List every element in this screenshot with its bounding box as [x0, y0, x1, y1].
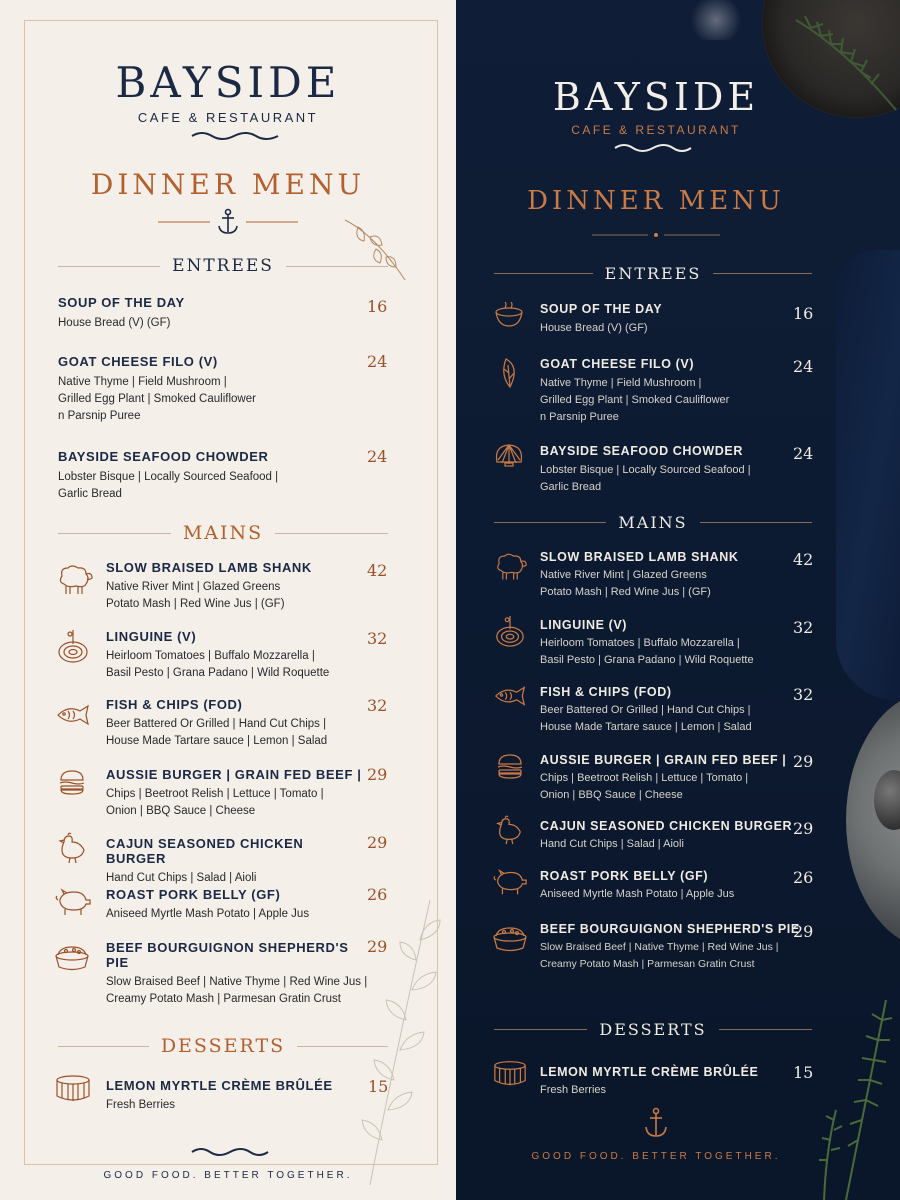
item-desc: Chips | Beetroot Relish | Lettuce | Tomato |	[540, 772, 749, 784]
section-mains	[58, 522, 388, 544]
item-desc: Beer Battered Or Grilled | Hand Cut Chips |	[540, 704, 751, 716]
leaf-icon	[498, 355, 522, 389]
dot-divider-icon	[592, 230, 720, 240]
item-desc: Slow Braised Beef | Native Thyme | Red Wine Jus |	[540, 941, 779, 953]
menu-item	[540, 869, 800, 903]
rosemary-icon	[816, 1000, 900, 1200]
item-name: CAJUN SEASONED CHICKEN BURGER	[540, 819, 793, 833]
item-name: SOUP OF THE DAY	[540, 302, 663, 316]
menu-title: DINNER MENU	[527, 186, 785, 216]
item-desc: Heirloom Tomatoes | Buffalo Mozzarella |	[540, 637, 740, 649]
item-price: 24	[793, 357, 814, 376]
item-desc: Lobster Bisque | Locally Sourced Seafood |	[58, 471, 279, 483]
menu-item	[540, 922, 802, 973]
sheep-icon	[54, 562, 94, 596]
section-title: ENTREES	[172, 256, 274, 276]
pasta-icon	[56, 628, 90, 664]
item-price: 24	[367, 447, 388, 466]
item-name: FISH & CHIPS (FOD)	[540, 685, 672, 699]
item-price: 29	[367, 765, 388, 784]
item-desc: Onion | BBQ Sauce | Cheese	[106, 805, 256, 817]
menu-item	[106, 836, 366, 887]
item-name: AUSSIE BURGER | GRAIN FED BEEF |	[106, 767, 362, 782]
wave-divider-icon	[190, 1146, 270, 1158]
item-name: BAYSIDE SEAFOOD CHOWDER	[540, 444, 743, 458]
item-desc: Fresh Berries	[106, 1099, 176, 1111]
item-price: 29	[793, 922, 814, 941]
section-title: MAINS	[182, 522, 264, 544]
item-desc: Onion | BBQ Sauce | Cheese	[540, 789, 683, 801]
soup-bowl-icon	[494, 302, 524, 328]
item-desc: Native River Mint | Glazed Greens	[106, 581, 281, 593]
item-price: 29	[793, 819, 814, 838]
section-title: MAINS	[618, 513, 688, 532]
section-title: DESSERTS	[160, 1035, 286, 1057]
menu-item	[540, 618, 800, 669]
item-price: 16	[793, 304, 814, 323]
item-name: SOUP OF THE DAY	[58, 295, 185, 310]
item-name: SLOW BRAISED LAMB SHANK	[540, 550, 739, 564]
item-desc: Garlic Bread	[58, 488, 122, 500]
item-desc: Aniseed Myrtle Mash Potato | Apple Jus	[540, 888, 735, 900]
footer-tagline: GOOD FOOD. BETTER TOGETHER.	[531, 1151, 781, 1162]
item-name: GOAT CHEESE FILO (V)	[540, 357, 695, 371]
pie-dish-icon	[54, 943, 90, 973]
item-desc: House Bread (V) (GF)	[540, 322, 648, 334]
item-price: 26	[793, 868, 814, 887]
item-desc: Fresh Berries	[540, 1084, 607, 1096]
menu-item	[540, 444, 800, 496]
item-name: FISH & CHIPS (FOD)	[106, 697, 243, 712]
item-name: CAJUN SEASONED CHICKEN BURGER	[106, 836, 304, 866]
item-price: 24	[793, 444, 814, 463]
menu-item	[540, 357, 800, 426]
section-entrees	[494, 264, 812, 283]
menu-item	[106, 887, 366, 923]
item-desc: Slow Braised Beef | Native Thyme | Red Wine Jus |	[106, 976, 368, 988]
item-name: GOAT CHEESE FILO (V)	[58, 354, 218, 369]
menu-item	[106, 560, 366, 613]
item-desc: Creamy Potato Mash | Parmesan Gratin Crust	[106, 993, 341, 1005]
item-desc: House Made Tartare sauce | Lemon | Salad	[106, 735, 328, 747]
sheep-icon	[492, 550, 528, 582]
item-name: BEEF BOURGUIGNON SHEPHERD'S PIE	[540, 922, 800, 936]
section-desserts	[58, 1035, 388, 1057]
brand-name: BAYSIDE	[552, 75, 760, 119]
item-price: 29	[793, 752, 814, 771]
menu-item	[106, 1078, 366, 1114]
item-desc: Potato Mash | Red Wine Jus | (GF)	[540, 586, 711, 598]
item-price: 24	[367, 352, 388, 371]
item-price: 32	[367, 696, 388, 715]
menu-item	[540, 1065, 800, 1099]
ramekin-icon	[492, 1058, 528, 1090]
menu-item	[106, 940, 371, 1008]
item-name: BAYSIDE SEAFOOD CHOWDER	[58, 449, 269, 464]
item-desc: Native Thyme | Field Mushroom |	[540, 377, 702, 389]
anchor-icon	[642, 1107, 670, 1139]
menu-item	[540, 302, 800, 337]
chicken-icon	[494, 814, 524, 846]
menu-item	[540, 550, 800, 601]
item-price: 29	[367, 937, 388, 956]
ramekin-icon	[54, 1074, 92, 1104]
brand-name: BAYSIDE	[115, 58, 341, 107]
fish-icon	[54, 703, 92, 727]
item-desc: House Bread (V) (GF)	[58, 317, 171, 329]
shell-icon	[494, 442, 524, 468]
pasta-icon	[494, 614, 526, 648]
menu-item	[540, 685, 800, 736]
menu-item	[58, 354, 358, 425]
brand-subtitle: CAFE & RESTAURANT	[571, 123, 741, 137]
chicken-icon	[56, 832, 88, 864]
anchor-icon	[158, 208, 298, 236]
pig-icon	[492, 868, 528, 896]
item-desc: Aniseed Myrtle Mash Potato | Apple Jus	[106, 908, 310, 920]
menu-item	[106, 767, 366, 820]
fish-icon	[492, 684, 528, 708]
item-desc: Creamy Potato Mash | Parmesan Gratin Crust	[540, 958, 755, 970]
menu-title: DINNER MENU	[90, 168, 366, 201]
menu-item	[106, 697, 366, 750]
item-desc: House Made Tartare sauce | Lemon | Salad	[540, 721, 752, 733]
pie-dish-icon	[492, 924, 528, 954]
item-desc: Heirloom Tomatoes | Buffalo Mozzarella |	[106, 650, 315, 662]
menu-item	[58, 449, 358, 503]
menu-item	[58, 295, 358, 332]
item-name: ROAST PORK BELLY (GF)	[540, 869, 709, 883]
item-price: 15	[793, 1063, 814, 1082]
item-desc: Basil Pesto | Grana Padano | Wild Roquette	[106, 667, 330, 679]
pig-icon	[54, 888, 92, 916]
burger-icon	[58, 768, 86, 796]
section-title: ENTREES	[604, 264, 702, 283]
item-desc: Grilled Egg Plant | Smoked Cauliflower	[540, 394, 730, 406]
olive-branch-icon	[350, 880, 450, 1190]
item-name: BEEF BOURGUIGNON SHEPHERD'S PIE	[106, 940, 349, 970]
item-name: LINGUINE (V)	[106, 629, 197, 644]
menu-item	[540, 753, 800, 804]
burger-icon	[496, 752, 524, 780]
item-desc: Garlic Bread	[540, 481, 602, 493]
salt-sprinkle	[686, 0, 746, 40]
item-desc: Hand Cut Chips | Salad | Aioli	[540, 838, 684, 850]
item-name: ROAST PORK BELLY (GF)	[106, 887, 281, 902]
item-price: 29	[367, 833, 388, 852]
dark-menu-panel	[456, 0, 900, 1200]
item-name: LEMON MYRTLE CRÈME BRÛLÉE	[540, 1065, 759, 1079]
section-entrees	[58, 256, 388, 276]
item-name: LEMON MYRTLE CRÈME BRÛLÉE	[106, 1078, 333, 1093]
item-price: 42	[793, 550, 814, 569]
item-price: 32	[367, 629, 388, 648]
napkin-image	[836, 250, 900, 700]
item-price: 42	[367, 561, 388, 580]
item-desc: n Parsnip Puree	[58, 410, 141, 422]
item-price: 32	[793, 685, 814, 704]
wave-divider-icon	[190, 130, 280, 142]
item-price: 26	[367, 885, 388, 904]
wave-divider-icon	[613, 142, 693, 154]
item-desc: Hand Cut Chips | Salad | Aioli	[106, 872, 257, 884]
item-desc: Native Thyme | Field Mushroom |	[58, 376, 227, 388]
item-desc: Lobster Bisque | Locally Sourced Seafood |	[540, 464, 751, 476]
item-desc: Beer Battered Or Grilled | Hand Cut Chips |	[106, 718, 327, 730]
menu-item	[540, 819, 800, 853]
section-mains	[494, 513, 812, 532]
item-desc: Native River Mint | Glazed Greens	[540, 569, 707, 581]
section-desserts	[494, 1020, 812, 1039]
item-desc: Chips | Beetroot Relish | Lettuce | Tomato |	[106, 788, 324, 800]
menu-item	[106, 629, 366, 682]
brand-subtitle: CAFE & RESTAURANT	[137, 110, 319, 125]
item-desc: n Parsnip Puree	[540, 411, 619, 423]
item-desc: Grilled Egg Plant | Smoked Cauliflower	[58, 393, 256, 405]
item-price: 16	[367, 297, 388, 316]
item-desc: Potato Mash | Red Wine Jus | (GF)	[106, 598, 285, 610]
item-price: 15	[368, 1077, 389, 1096]
item-name: SLOW BRAISED LAMB SHANK	[106, 560, 312, 575]
footer-tagline: GOOD FOOD. BETTER TOGETHER.	[103, 1170, 353, 1181]
item-name: AUSSIE BURGER | GRAIN FED BEEF |	[540, 753, 787, 767]
item-name: LINGUINE (V)	[540, 618, 628, 632]
item-price: 32	[793, 618, 814, 637]
section-title: DESSERTS	[599, 1020, 707, 1039]
item-desc: Basil Pesto | Grana Padano | Wild Roquette	[540, 654, 754, 666]
